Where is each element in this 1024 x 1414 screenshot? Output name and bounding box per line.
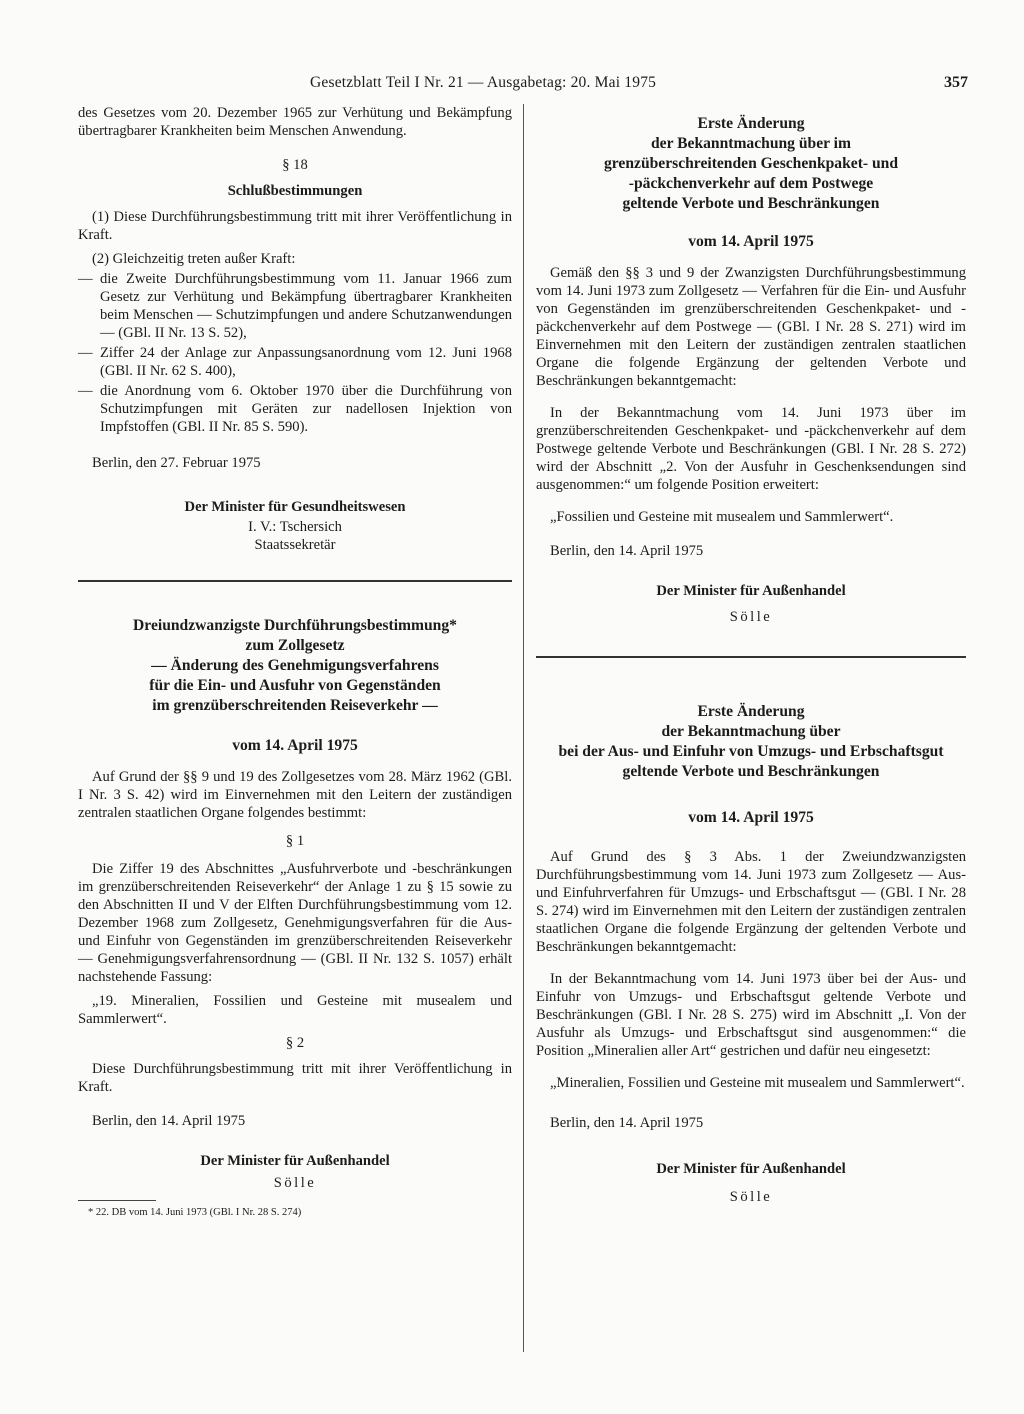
section-rule (78, 580, 512, 582)
heading-line: Dreiundzwanzigste Durchführungsbestimmung* (133, 617, 457, 634)
list-item (78, 344, 512, 380)
dash-icon: — (78, 271, 93, 287)
heading-line: bei der Aus- und Einfuhr von Umzugs- und Erbschaftsgut (558, 743, 944, 760)
dash-icon: — (78, 383, 93, 399)
deputy-signature: I. V.: Tschersich (248, 519, 342, 535)
paragraph-2: (2) Gleichzeitig treten außer Kraft: (92, 251, 296, 267)
announcement-a-paragraph-2: In der Bekanntmachung vom 14. Juni 1973 über im grenzüberschreitenden Geschenkpaket- und -päckchenverkehr auf dem Postwege geltende Verbote und Beschränkungen (GBl. I Nr. 28 S. 272) wird der Abschnitt „2. Von der Ausfuhr in Geschenksendungen sind ausgenommen:“ um folgende Position erweitert: (536, 405, 966, 493)
heading-line: — Änderung des Genehmigungsverfahrens (151, 657, 439, 674)
list-item (78, 382, 512, 436)
column-divider (523, 104, 524, 1352)
heading-line: Erste Änderung (697, 703, 805, 720)
place-date: Berlin, den 14. April 1975 (550, 1115, 704, 1131)
heading-line: im grenzüberschreitenden Reiseverkehr — (152, 697, 438, 714)
section-18-title: Schlußbestimmungen (227, 183, 363, 199)
heading-line: Erste Änderung (697, 115, 805, 132)
heading-line: grenzüberschreitenden Geschenkpaket- und (604, 155, 898, 172)
gazette-title: Gesetzblatt Teil I Nr. 21 — Ausgabetag: 20. Mai 1975 (310, 74, 657, 91)
minister-title: Der Minister für Außenhandel (656, 1161, 846, 1177)
announcement-b-date: vom 14. April 1975 (688, 809, 814, 826)
regulation-heading (78, 616, 512, 716)
left-column (78, 104, 512, 1219)
section-1-text: Die Ziffer 19 des Abschnittes „Ausfuhrverbote und -beschränkungen im grenzüberschreitenden Reiseverkehr“ der Anlage 1 zu § 15 sowie zu den Abschnitten II und V der Elften Durchführungsbestimmung vom 12. Dezember 1968 zum Zollgesetz, Genehmigungsverfahren für die Aus- und Einfuhr von Gegenständen im grenzüberschreitenden Reiseverkehr — Genehmigungsverfahrensordnung — (GBl. II Nr. 132 S. 1057) erhält nachstehende Fassung: (78, 861, 512, 985)
section-rule (536, 656, 966, 658)
section-2-number: § 2 (285, 1035, 305, 1051)
place-date: Berlin, den 14. April 1975 (550, 543, 704, 559)
dash-icon: — (78, 345, 93, 361)
section-18-number: § 18 (282, 157, 308, 173)
footnote-rule (78, 1200, 156, 1201)
section-2-text: Diese Durchführungsbestimmung tritt mit ihrer Veröffentlichung in Kraft. (78, 1061, 512, 1095)
right-column (536, 104, 966, 1206)
announcement-a-heading (536, 114, 966, 214)
heading-line: zum Zollgesetz (245, 637, 345, 654)
place-date: Berlin, den 14. April 1975 (92, 1113, 246, 1129)
announcement-b-quote: „Mineralien, Fossilien und Gesteine mit musealem und Sammlerwert“. (550, 1075, 965, 1091)
announcement-b-heading (536, 702, 966, 782)
minister-title: Der Minister für Außenhandel (200, 1153, 390, 1169)
footnote: * 22. DB vom 14. Juni 1973 (GBl. I Nr. 28 S. 274) (88, 1207, 302, 1218)
announcement-a-date: vom 14. April 1975 (688, 233, 814, 250)
place-date: Berlin, den 27. Februar 1975 (92, 455, 261, 471)
continued-paragraph: des Gesetzes vom 20. Dezember 1965 zur Verhütung und Bekämpfung übertragbarer Krankheiten beim Menschen Anwendung. (78, 105, 512, 139)
announcement-b-paragraph-1: Auf Grund des § 3 Abs. 1 der Zweiundzwanzigsten Durchführungsbestimmung vom 14. Juni 1973 zum Zollgesetz — Aus- und Einfuhrverfahren für Umzugs- und Erbschaftsgut — (GBl. I Nr. 28 S. 274) wird im Einvernehmen mit den Leitern der zuständigen zentralen staatlichen Organe die folgende Ergänzung der geltenden Verbote und Beschränkungen bekanntgemacht: (536, 849, 966, 955)
page-number: 357 (944, 74, 968, 91)
heading-line: der Bekanntmachung über (661, 723, 841, 740)
announcement-a-paragraph-1: Gemäß den §§ 3 und 9 der Zwanzigsten Durchführungsbestimmung vom 14. Juni 1973 zum Zollgesetz — Verfahren für die Ein- und Ausfuhr von Gegenständen im grenzüberschreitenden Geschenkpaket- und -päckchenverkehr auf dem Postwege — (GBl. I Nr. 28 S. 271) wird im Einvernehmen mit den Leitern der zuständigen zentralen staatlichen Organe die folgende Ergänzung der geltenden Verbote und Beschränkungen bekanntgemacht: (536, 265, 966, 389)
heading-line: geltende Verbote und Beschränkungen (622, 195, 880, 212)
regulation-date: vom 14. April 1975 (232, 737, 358, 754)
heading-line: der Bekanntmachung über im (650, 135, 851, 152)
section-1-number: § 1 (285, 833, 305, 849)
minister-title: Der Minister für Außenhandel (656, 583, 846, 599)
signer-name: Sölle (273, 1175, 317, 1191)
list-item-text: die Anordnung vom 6. Oktober 1970 über die Durchführung von Schutzimpfungen mit Geräten zur nadellosen Injektion von Impfstoffen (GBl. II Nr. 85 S. 590). (100, 383, 512, 435)
deputy-title: Staatssekretär (254, 537, 336, 553)
heading-line: für die Ein- und Ausfuhr von Gegenständen (149, 677, 441, 694)
page-header (310, 74, 970, 96)
signer-name: Sölle (729, 609, 773, 625)
list-item (78, 270, 512, 342)
section-1-quote: „19. Mineralien, Fossilien und Gesteine mit musealem und Sammlerwert“. (78, 993, 512, 1027)
signer-name: Sölle (729, 1189, 773, 1205)
intro-paragraph: Auf Grund der §§ 9 und 19 des Zollgesetzes vom 28. März 1962 (GBl. I Nr. 3 S. 42) wird im Einvernehmen mit den Leitern der zuständigen zentralen staatlichen Organe folgendes bestimmt: (78, 769, 512, 821)
announcement-b-paragraph-2: In der Bekanntmachung vom 14. Juni 1973 über bei der Aus- und Einfuhr von Umzugs- und Erbschaftsgut geltende Verbote und Beschränkungen (GBl. I Nr. 28 S. 275) wird im Abschnitt „I. Von der Ausfuhr als Umzugs- und Erbschaftsgut sind ausgenommen:“ die Position „Mineralien aller Art“ gestrichen und dafür neu eingesetzt: (536, 971, 966, 1059)
heading-line: -päckchenverkehr auf dem Postwege (628, 175, 874, 192)
list-item-text: die Zweite Durchführungsbestimmung vom 11. Januar 1966 zum Gesetz zur Verhütung und Bekämpfung übertragbarer Krankheiten beim Menschen — Schutzimpfungen und andere Schutzanwendungen — (GBl. II Nr. 13 S. 52), (100, 271, 512, 341)
heading-line: geltende Verbote und Beschränkungen (622, 763, 880, 780)
list-item-text: Ziffer 24 der Anlage zur Anpassungsanordnung vom 12. Juni 1968 (GBl. II Nr. 62 S. 400), (100, 345, 512, 379)
announcement-a-quote: „Fossilien und Gesteine mit musealem und Sammlerwert“. (550, 509, 894, 525)
paragraph-1: (1) Diese Durchführungsbestimmung tritt mit ihrer Veröffentlichung in Kraft. (78, 209, 512, 243)
minister-title: Der Minister für Gesundheitswesen (184, 499, 406, 515)
